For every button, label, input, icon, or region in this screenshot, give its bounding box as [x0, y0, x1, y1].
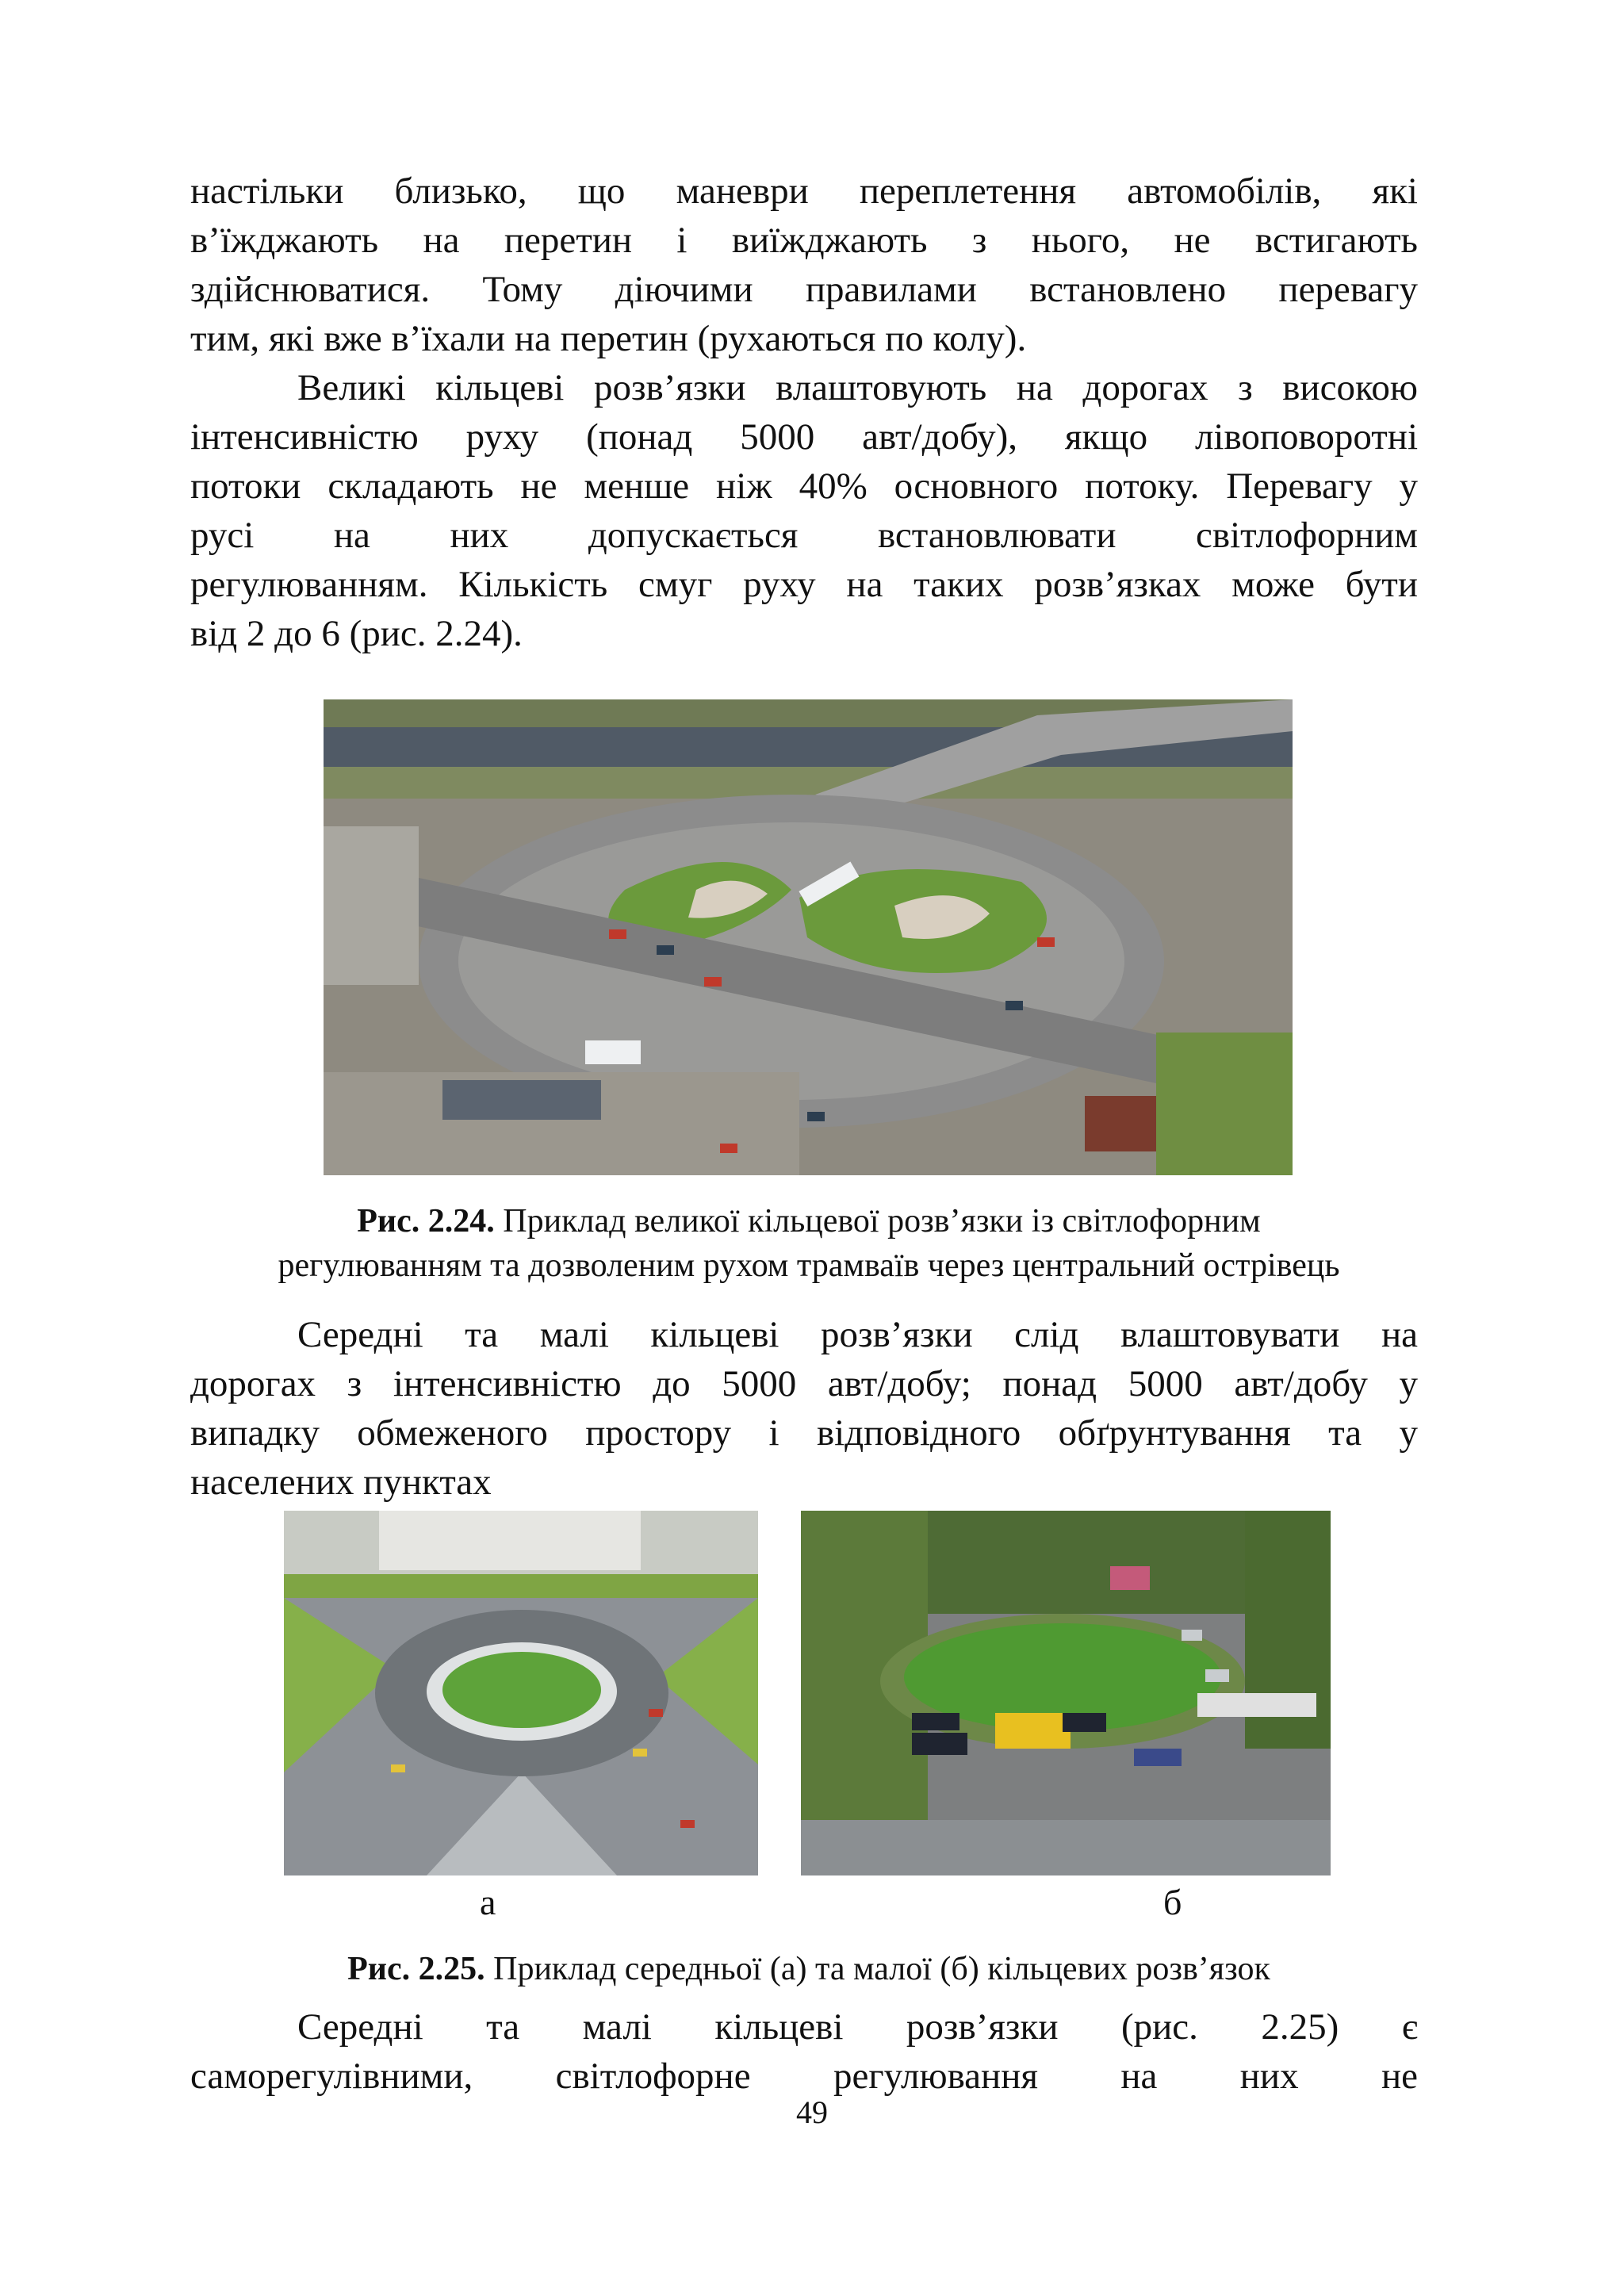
- caption-text: Приклад середньої (а) та малої (б) кільцевих розв’язок: [485, 1951, 1270, 1987]
- figure-label: Рис. 2.25.: [347, 1951, 485, 1987]
- small-roundabout-photo: [801, 1511, 1331, 1875]
- text-line: тим, які вже в’їхали на перетин (рухаються по колу).: [190, 318, 1027, 359]
- caption-text: регулюванням та дозволеним рухом трамваїв через центральний острівець: [278, 1247, 1340, 1284]
- figure-caption-2-25: [159, 1947, 1459, 1991]
- text-line: саморегулівними, світлофорне регулювання на них не: [190, 2056, 1418, 2097]
- text-line: русі на них допускається встановлювати світлофорним: [190, 515, 1418, 556]
- figure-caption-2-24: [159, 1199, 1459, 1288]
- text-line: населених пунктах: [190, 1462, 492, 1503]
- large-roundabout-photo: [324, 699, 1293, 1175]
- paragraph-medium-small-roundabouts: [190, 1310, 1418, 1507]
- subfigure-label-b: б: [1163, 1882, 1182, 1922]
- paragraph-large-roundabouts: [190, 363, 1418, 658]
- text-line: від 2 до 6 (рис. 2.24).: [190, 613, 523, 654]
- text-line: дорогах з інтенсивністю до 5000 авт/добу; понад 5000 авт/добу у: [190, 1363, 1418, 1404]
- text-line: в’їжджають на перетин і виїжджають з нього, не встигають: [190, 220, 1418, 261]
- text-line: Середні та малі кільцеві розв’язки (рис. 2.25) є: [297, 2006, 1418, 2048]
- caption-text: Приклад великої кільцевої розв’язки із світлофорним: [494, 1203, 1261, 1239]
- page-number: 49: [796, 2094, 828, 2130]
- text-line: Великі кільцеві розв’язки влаштовують на дорогах з високою: [297, 367, 1418, 408]
- text-line: регулюванням. Кількість смуг руху на таких розв’язках може бути: [190, 564, 1418, 605]
- text-line: потоки складають не менше ніж 40% основного потоку. Перевагу у: [190, 466, 1418, 507]
- text-line: інтенсивністю руху (понад 5000 авт/добу), якщо лівоповоротні: [190, 416, 1418, 458]
- medium-roundabout-render: [284, 1511, 758, 1875]
- text-line: випадку обмеженого простору і відповідного обґрунтування та у: [190, 1412, 1418, 1454]
- subfigure-label-a: а: [480, 1882, 496, 1922]
- paragraph-continuation: [190, 167, 1418, 363]
- text-line: Середні та малі кільцеві розв’язки слід влаштовувати на: [297, 1314, 1418, 1355]
- figure-label: Рис. 2.24.: [357, 1203, 495, 1239]
- text-line: здійснюватися. Тому діючими правилами встановлено перевагу: [190, 269, 1418, 310]
- paragraph-self-regulating: [190, 2002, 1418, 2101]
- text-line: настільки близько, що маневри переплетення автомобілів, які: [190, 170, 1418, 212]
